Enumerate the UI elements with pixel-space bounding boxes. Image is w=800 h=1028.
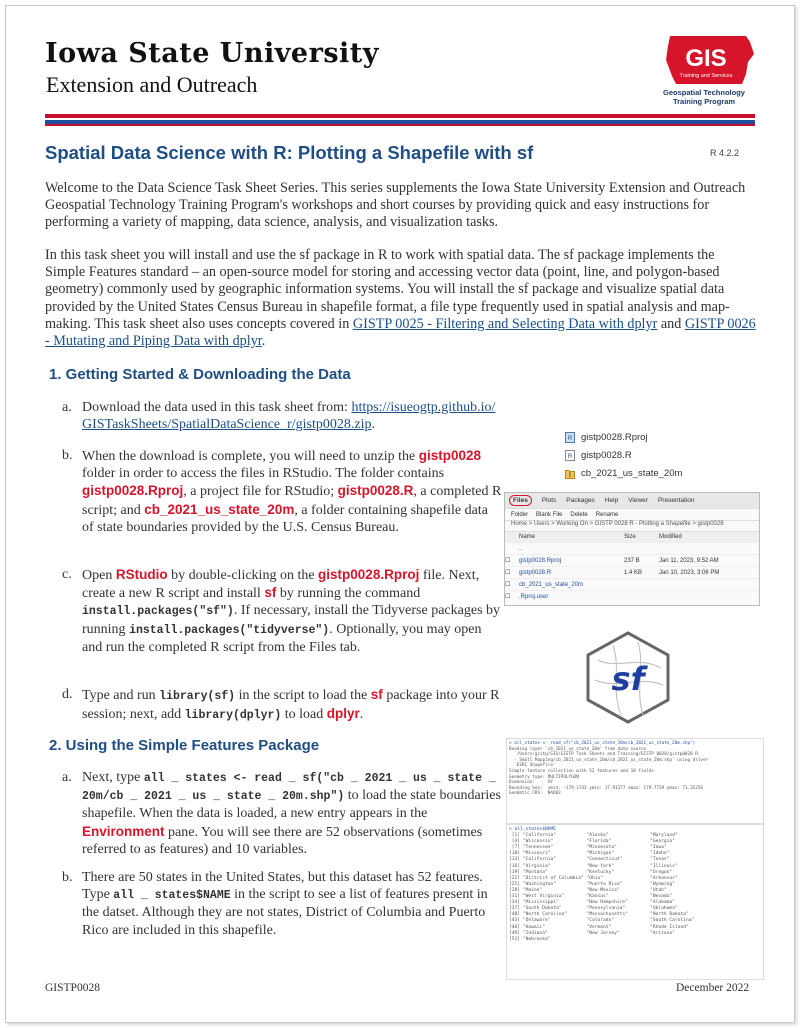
step-2a-text-3: pane. You will see there are 52 observations (sometimes referred to as features) and 10 variables. bbox=[82, 824, 483, 857]
console-line: Bounding box: xmin: -179.1743 ymin: 17.91377 xmax: 179.7739 ymax: 71.35256 bbox=[509, 785, 704, 791]
console-line: [52] "Nebraska" bbox=[509, 936, 551, 942]
breadcrumb[interactable]: Home > Users > Working On > GISTP 0028 R - Plotting a Shapefile > gistp0028 bbox=[505, 520, 759, 531]
step-marker: a. bbox=[62, 770, 72, 785]
step-1c-text-1: Open bbox=[82, 568, 116, 583]
console-line: [34] "Mississippi" "New Hampshire" "Alabama" bbox=[509, 900, 675, 906]
console-line: [16] "Virginia" "New York" "Illinois" bbox=[509, 863, 678, 869]
step-marker: c. bbox=[62, 567, 72, 582]
svg-text:R: R bbox=[567, 435, 573, 442]
console-line: `ESRI Shapefile' bbox=[509, 763, 556, 769]
step-marker: d. bbox=[62, 687, 73, 702]
environment-pane-name: Environment bbox=[82, 823, 165, 839]
download-link[interactable]: https://isueogtp.github.io/GISTaskSheets/SpatialDataScience_r/gistp0028.zip bbox=[82, 400, 496, 433]
column-name[interactable]: Name bbox=[519, 534, 536, 540]
step-1c-text-5: . If necessary, install the Tidyverse packages by running bbox=[82, 603, 501, 637]
console-line: Simple feature collection with 52 features and 10 fields bbox=[509, 768, 654, 774]
overview-end: . bbox=[261, 333, 266, 350]
step-1c-text-4: by running the command bbox=[276, 586, 421, 602]
file-name: cb_2021_us_state_20m bbox=[519, 581, 584, 588]
file-name: .Rproj.user bbox=[519, 593, 549, 600]
sf-package-name: sf bbox=[264, 585, 277, 601]
new-folder-button[interactable]: Folder bbox=[511, 511, 529, 518]
file-row bbox=[565, 446, 755, 464]
document-title: Spatial Data Science with R: Plotting a Shapefile with sf bbox=[45, 142, 534, 163]
step-marker: b. bbox=[62, 870, 73, 885]
r-version-badge: R 4.2.2 bbox=[710, 148, 740, 158]
tab-packages[interactable]: Packages bbox=[566, 497, 595, 504]
section-1-heading: 1. Getting Started & Downloading the Data bbox=[49, 366, 351, 383]
step-1d-text-3: package into your R session; next, add bbox=[82, 688, 500, 723]
footer-date: December 2022 bbox=[676, 982, 750, 994]
sf-logo-text: sf bbox=[611, 660, 645, 698]
svg-text:R: R bbox=[567, 453, 573, 460]
blank-file-button[interactable]: Blank File bbox=[536, 511, 563, 518]
step-1b-text-2: folder in order to access the files in RStudio. The folder contains bbox=[82, 466, 445, 482]
extension-subtitle: Extension and Outreach bbox=[46, 72, 258, 97]
tab-plots[interactable]: Plots bbox=[541, 497, 557, 504]
console-line: Geodetic CRS: NAD83 bbox=[509, 791, 561, 797]
tab-presentation[interactable]: Presentation bbox=[657, 497, 695, 504]
install-sf-code: install.packages("sf") bbox=[82, 605, 234, 619]
step-text bbox=[82, 686, 502, 724]
file-name: gistp0028.Rproj bbox=[581, 431, 648, 443]
intro-paragraph: Welcome to the Data Science Task Sheet Series. This series supplements the Iowa State University Extension and Outreach Geospatial Technology Training Program's workshops and short courses by providing quick and easy instructions for performing a variety of mapping, data science, analysis, and visualization tasks. bbox=[45, 180, 746, 231]
step-1b-text-1: When the download is complete, you will need to unzip the bbox=[82, 449, 419, 464]
step-1a-end: . bbox=[371, 417, 375, 433]
step-2b-text-1: There are 50 states in the United States, but this dataset has 52 features. Type bbox=[82, 870, 483, 903]
file-name: gistp0028.R bbox=[581, 449, 632, 461]
console-line: [22] "District of Columbia" "Ohio" "Arkansas" bbox=[509, 875, 678, 881]
rename-button[interactable]: Rename bbox=[595, 511, 619, 518]
step-text bbox=[82, 869, 502, 939]
step-1c-text-2: by double-clicking on the bbox=[167, 568, 319, 583]
column-size[interactable]: Size bbox=[624, 534, 636, 540]
console-line: [31] "West Virginia" "Kansas" "Nevada" bbox=[509, 894, 673, 900]
overview-text: In this task sheet you will install and use the sf package in R to work with spatial data. The sf package implements the Simple Features standard – an open-source model for storing and accessing vector data (point, line, and polygon-based geometry) commonly used by geographic information systems. You will install the sf package and visualize spatial data provided by the United States Census Bureau in shapefile format, a file type frequently used in spatial analysis and map-making. This task sheet also uses concepts covered in bbox=[45, 247, 730, 332]
console-line: [13] "California" "Connecticut" "Texas" bbox=[509, 857, 670, 863]
rproj-file-icon bbox=[565, 432, 575, 443]
console-state-names-output bbox=[506, 824, 764, 980]
step-1b-text-3: , a project file for RStudio; bbox=[183, 484, 338, 500]
tab-files[interactable]: Files bbox=[509, 495, 532, 506]
r-script-name: gistp0028.R bbox=[337, 483, 414, 499]
console-line: [4] "Wisconsin" "Florida" "Georgia" bbox=[509, 839, 675, 845]
delete-button[interactable]: Delete bbox=[570, 511, 588, 518]
dplyr-package-name: dplyr bbox=[326, 706, 360, 722]
files-table-header bbox=[505, 531, 759, 542]
rstudio-files-pane bbox=[504, 492, 760, 606]
file-modified: Jan 11, 2023, 9:52 AM bbox=[659, 557, 719, 564]
folder-name: gistp0028 bbox=[418, 448, 481, 463]
table-row[interactable]: ☐ cb_2021_us_state_20m bbox=[505, 578, 759, 590]
rstudio-name: RStudio bbox=[115, 567, 168, 582]
console-line: Dimension: XY bbox=[509, 780, 553, 786]
rproj-file-name: gistp0028.Rproj bbox=[82, 483, 184, 499]
console-line: > all_states <- read_sf("cb_2021_us_state_20m/cb_2021_us_state_20m.shp") bbox=[509, 741, 696, 746]
step-1b-text-5: , a folder containing shapefile data of state boundaries provided by the U.S. Census Bureau. bbox=[82, 502, 488, 535]
file-name: .. bbox=[519, 545, 523, 552]
console-read-sf-output bbox=[506, 738, 764, 824]
sf-package-name: sf bbox=[370, 687, 383, 702]
console-line: [25] "Washington" "Puerto Rico" "Wyoming" bbox=[509, 881, 675, 887]
step-marker: a. bbox=[62, 400, 72, 415]
step-text bbox=[82, 399, 502, 433]
console-line: [10] "Missouri" "Michigan" "Idaho" bbox=[509, 851, 670, 857]
table-row[interactable]: ☐ gistp0028.R 1.4 KB Jan 10, 2023, 3:06 PM bbox=[505, 566, 759, 578]
console-line: Reading layer `cb_2021_us_state_20m' from data source bbox=[509, 746, 647, 752]
console-line: [1] "California" "Alaska" "Maryland" bbox=[509, 833, 678, 839]
step-2a-text-2: to load the state boundaries shapefile. When the data is loaded, a new entry appears in the bbox=[82, 788, 501, 822]
tab-help[interactable]: Help bbox=[604, 497, 619, 504]
console-line: [7] "Tennessee" "Minnesota" "Iowa" bbox=[509, 845, 667, 851]
overview-and: and bbox=[657, 315, 685, 332]
step-1d-text-2: in the script to load the bbox=[235, 688, 371, 703]
gis-logo-subtext: Training and Services bbox=[679, 73, 733, 79]
step-1a-text: Download the data used in this task sheet from: bbox=[82, 400, 352, 415]
zip-folder-icon bbox=[565, 468, 575, 479]
file-row bbox=[565, 428, 755, 446]
footer-doc-id: GISTP0028 bbox=[45, 982, 100, 994]
link-gistp-0025[interactable]: GISTP 0025 - Filtering and Selecting Data with dplyr bbox=[352, 315, 658, 332]
tab-viewer[interactable]: Viewer bbox=[628, 497, 648, 504]
all-states-name-code: all _ states$NAME bbox=[113, 889, 231, 903]
step-text bbox=[82, 447, 502, 536]
step-text bbox=[82, 566, 502, 656]
console-line: > all_states$NAME bbox=[509, 827, 557, 832]
section-2-heading: 2. Using the Simple Features Package bbox=[49, 737, 320, 754]
console-line: - Small Mapping/cb_2021_us_state_20m/cb_2021_us_state_20m.shp' using driver bbox=[509, 757, 709, 763]
step-text bbox=[82, 769, 502, 858]
console-line: [37] "South Dakota" "Pennsylvania" "Oklahoma" bbox=[509, 906, 678, 912]
table-row[interactable]: ☐ gistp0028.Rproj 237 B Jan 11, 2023, 9:52 AM bbox=[505, 554, 759, 566]
console-line: [40] "North Carolina" "Massachusetts" "North Dakota" bbox=[509, 912, 689, 918]
file-size: 1.4 KB bbox=[624, 569, 643, 576]
console-line: [19] "Montana" "Kentucky" "Oregon" bbox=[509, 869, 673, 875]
console-line: `/Users/gistp/GIS/GISTP Task Sheets and Training/GISTP 0028/gistp0028 R bbox=[509, 752, 698, 758]
step-1b-text-4: , a completed R script; and bbox=[82, 484, 502, 518]
console-line: [43] "Delaware" "Colorado" "South Carolina" bbox=[509, 918, 695, 924]
rproj-file-name: gistp0028.Rproj bbox=[318, 567, 420, 582]
shapefile-folder-name: cb_2021_us_state_20m bbox=[144, 501, 295, 517]
column-modified[interactable]: Modified bbox=[659, 534, 682, 540]
library-dplyr-code: library(dplyr) bbox=[184, 709, 282, 723]
step-2a-text-1: Next, type bbox=[82, 770, 144, 785]
console-line: [46] "Hawaii" "Vermont" "Rhode Island" bbox=[509, 924, 689, 930]
sf-hex-logo bbox=[583, 630, 673, 725]
program-line-1: Geospatial Technology bbox=[663, 88, 745, 97]
university-name: Iowa State University bbox=[45, 38, 379, 69]
table-row[interactable]: ☐ .Rproj.user bbox=[505, 590, 759, 602]
file-list-figure bbox=[565, 428, 755, 482]
r-script-icon bbox=[565, 450, 575, 461]
console-line: [28] "Maine" "New Mexico" "Utah" bbox=[509, 887, 667, 893]
file-name: cb_2021_us_state_20m bbox=[581, 467, 683, 479]
overview-paragraph bbox=[45, 247, 757, 350]
file-modified: Jan 10, 2023, 3:06 PM bbox=[659, 569, 720, 576]
file-size: 237 B bbox=[624, 557, 640, 564]
gis-logo-text: GIS bbox=[685, 45, 727, 72]
step-marker: b. bbox=[62, 448, 73, 463]
console-line: Geometry type: MULTIPOLYGON bbox=[509, 774, 579, 780]
program-caption bbox=[650, 88, 758, 106]
step-2b-text-2: in the script to see a list of features present in the datset. Although they are not states, District of Columbia and Puerto Rico are included in this shapefile. bbox=[82, 887, 488, 938]
table-row[interactable] bbox=[505, 542, 759, 554]
step-1c-text-3: file. Next, create a new R script and install bbox=[82, 568, 480, 602]
header-stripe-red-thin bbox=[45, 124, 755, 126]
link-gistp-0026[interactable]: GISTP 0026 - Mutating and Piping Data with dplyr bbox=[45, 315, 756, 350]
read-sf-code: all _ states <- read _ sf("cb _ 2021 _ us _ state _ 20m/cb _ 2021 _ us _ state _ 20m.shp") bbox=[82, 772, 496, 804]
install-tidyverse-code: install.packages("tidyverse") bbox=[129, 623, 330, 637]
file-name: gistp0028.Rproj bbox=[519, 557, 562, 564]
library-sf-code: library(sf) bbox=[159, 690, 236, 703]
step-1d-text-1: Type and run bbox=[82, 688, 160, 703]
file-name: gistp0028.R bbox=[519, 569, 552, 576]
rstudio-tabs bbox=[505, 493, 759, 508]
step-1c-text-6: . Optionally, you may open and run the completed R script from the Files tab. bbox=[82, 621, 482, 655]
rstudio-toolbar bbox=[505, 508, 759, 520]
step-1d-text-4: to load bbox=[281, 707, 327, 723]
program-line-2: Training Program bbox=[672, 97, 736, 106]
console-line: [49] "Indiana" "New Jersey" "Arizona" bbox=[509, 930, 675, 936]
file-row bbox=[565, 464, 755, 482]
step-1d-text-5: . bbox=[359, 707, 364, 723]
